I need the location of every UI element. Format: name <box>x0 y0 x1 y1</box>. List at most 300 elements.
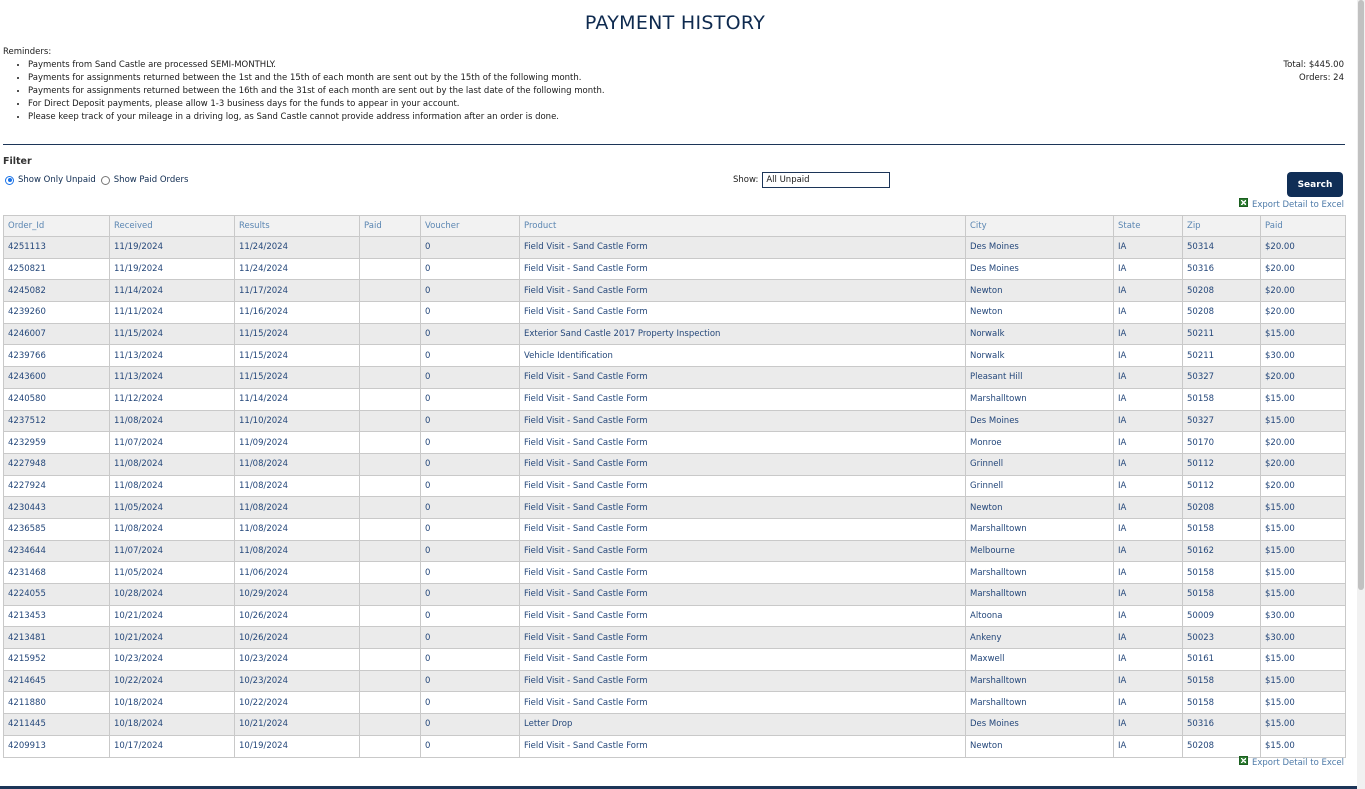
order-id-cell[interactable]: 4232959 <box>4 432 110 454</box>
received-cell: 11/08/2024 <box>110 453 235 475</box>
received-cell: 11/14/2024 <box>110 280 235 302</box>
state-cell: IA <box>1114 432 1183 454</box>
paid-amount-cell: $15.00 <box>1261 518 1346 540</box>
table-row[interactable] <box>4 692 1346 714</box>
table-row[interactable] <box>4 410 1346 432</box>
city-cell: Des Moines <box>966 410 1114 432</box>
table-row[interactable] <box>4 280 1346 302</box>
voucher-cell: 0 <box>421 323 520 345</box>
voucher-cell: 0 <box>421 714 520 736</box>
table-row[interactable] <box>4 237 1346 259</box>
paid-flag-cell <box>360 237 421 259</box>
zip-cell: 50208 <box>1183 280 1261 302</box>
state-cell: IA <box>1114 497 1183 519</box>
city-cell: Newton <box>966 735 1114 757</box>
voucher-cell: 0 <box>421 410 520 432</box>
zip-cell: 50208 <box>1183 735 1261 757</box>
zip-cell: 50158 <box>1183 388 1261 410</box>
zip-cell: 50112 <box>1183 453 1261 475</box>
voucher-cell: 0 <box>421 432 520 454</box>
city-cell: Pleasant Hill <box>966 367 1114 389</box>
results-cell: 10/26/2024 <box>235 627 360 649</box>
paid-flag-cell <box>360 540 421 562</box>
table-row[interactable] <box>4 302 1346 324</box>
state-cell: IA <box>1114 258 1183 280</box>
city-cell: Marshalltown <box>966 388 1114 410</box>
paid-amount-cell: $20.00 <box>1261 367 1346 389</box>
results-cell: 10/26/2024 <box>235 605 360 627</box>
received-cell: 11/08/2024 <box>110 475 235 497</box>
product-cell: Letter Drop <box>520 714 966 736</box>
col-product[interactable]: Product <box>520 216 966 237</box>
results-cell: 11/24/2024 <box>235 237 360 259</box>
product-cell: Field Visit - Sand Castle Form <box>520 453 966 475</box>
received-cell: 11/13/2024 <box>110 367 235 389</box>
state-cell: IA <box>1114 237 1183 259</box>
paid-flag-cell <box>360 388 421 410</box>
paid-flag-cell <box>360 280 421 302</box>
zip-cell: 50112 <box>1183 475 1261 497</box>
state-cell: IA <box>1114 345 1183 367</box>
results-cell: 11/17/2024 <box>235 280 360 302</box>
results-cell: 11/06/2024 <box>235 562 360 584</box>
order-id-cell[interactable]: 4227948 <box>4 453 110 475</box>
city-cell: Newton <box>966 497 1114 519</box>
paid-amount-cell: $15.00 <box>1261 410 1346 432</box>
col-received[interactable]: Received <box>110 216 235 237</box>
zip-cell: 50211 <box>1183 345 1261 367</box>
product-cell: Field Visit - Sand Castle Form <box>520 237 966 259</box>
results-cell: 10/22/2024 <box>235 692 360 714</box>
paid-amount-cell: $20.00 <box>1261 280 1346 302</box>
order-id-cell[interactable]: 4213481 <box>4 627 110 649</box>
zip-cell: 50158 <box>1183 670 1261 692</box>
table-row[interactable] <box>4 670 1346 692</box>
voucher-cell: 0 <box>421 497 520 519</box>
table-row[interactable] <box>4 345 1346 367</box>
received-cell: 10/21/2024 <box>110 627 235 649</box>
voucher-cell: 0 <box>421 302 520 324</box>
paid-amount-cell: $20.00 <box>1261 453 1346 475</box>
section-divider <box>3 144 1345 145</box>
state-cell: IA <box>1114 367 1183 389</box>
table-header-row <box>4 216 1346 237</box>
received-cell: 11/19/2024 <box>110 258 235 280</box>
search-button[interactable]: Search <box>1287 172 1343 197</box>
voucher-cell: 0 <box>421 345 520 367</box>
zip-cell: 50208 <box>1183 302 1261 324</box>
table-row[interactable] <box>4 627 1346 649</box>
table-row[interactable] <box>4 475 1346 497</box>
received-cell: 10/17/2024 <box>110 735 235 757</box>
voucher-cell: 0 <box>421 280 520 302</box>
show-unpaid-radio[interactable] <box>5 176 14 185</box>
paid-flag-cell <box>360 302 421 324</box>
results-cell: 11/15/2024 <box>235 323 360 345</box>
export-excel-link-bottom[interactable] <box>1239 758 1344 768</box>
voucher-cell: 0 <box>421 692 520 714</box>
received-cell: 11/13/2024 <box>110 345 235 367</box>
zip-cell: 50023 <box>1183 627 1261 649</box>
results-cell: 10/29/2024 <box>235 584 360 606</box>
col-zip[interactable]: Zip <box>1183 216 1261 237</box>
state-cell: IA <box>1114 692 1183 714</box>
order-id-cell[interactable]: 4245082 <box>4 280 110 302</box>
table-row[interactable] <box>4 518 1346 540</box>
state-cell: IA <box>1114 518 1183 540</box>
state-cell: IA <box>1114 735 1183 757</box>
vertical-scrollbar[interactable] <box>1357 0 1365 789</box>
results-cell: 11/10/2024 <box>235 410 360 432</box>
paid-flag-cell <box>360 649 421 671</box>
paid-amount-cell: $15.00 <box>1261 584 1346 606</box>
results-cell: 10/23/2024 <box>235 670 360 692</box>
results-cell: 11/08/2024 <box>235 475 360 497</box>
excel-icon <box>1239 756 1248 765</box>
paid-flag-cell <box>360 627 421 649</box>
paid-amount-cell: $15.00 <box>1261 670 1346 692</box>
city-cell: Marshalltown <box>966 518 1114 540</box>
reminder-item: • For Direct Deposit payments, please allow 1-3 business days for the funds to appear in your account. <box>28 98 605 111</box>
state-cell: IA <box>1114 323 1183 345</box>
export-excel-link-top[interactable] <box>1239 200 1344 210</box>
paid-flag-cell <box>360 714 421 736</box>
order-id-cell[interactable]: 4240580 <box>4 388 110 410</box>
col-city[interactable]: City <box>966 216 1114 237</box>
reminder-item: • Payments for assignments returned between the 1st and the 15th of each month are sent out by the 15th of the following month. <box>28 72 605 85</box>
state-cell: IA <box>1114 280 1183 302</box>
results-cell: 11/15/2024 <box>235 345 360 367</box>
city-cell: Newton <box>966 302 1114 324</box>
page-title: PAYMENT HISTORY <box>584 12 766 34</box>
results-cell: 11/09/2024 <box>235 432 360 454</box>
product-cell: Field Visit - Sand Castle Form <box>520 410 966 432</box>
voucher-cell: 0 <box>421 518 520 540</box>
product-cell: Field Visit - Sand Castle Form <box>520 475 966 497</box>
zip-cell: 50158 <box>1183 584 1261 606</box>
product-cell: Field Visit - Sand Castle Form <box>520 388 966 410</box>
received-cell: 11/15/2024 <box>110 323 235 345</box>
product-cell: Field Visit - Sand Castle Form <box>520 627 966 649</box>
paid-flag-cell <box>360 345 421 367</box>
reminder-item: • Payments from Sand Castle are processed SEMI-MONTHLY. <box>28 59 605 72</box>
city-cell: Monroe <box>966 432 1114 454</box>
show-paid-label[interactable]: Show Paid Orders <box>113 175 189 185</box>
product-cell: Field Visit - Sand Castle Form <box>520 497 966 519</box>
city-cell: Grinnell <box>966 453 1114 475</box>
voucher-cell: 0 <box>421 367 520 389</box>
product-cell: Field Visit - Sand Castle Form <box>520 280 966 302</box>
table-row[interactable] <box>4 540 1346 562</box>
state-cell: IA <box>1114 475 1183 497</box>
paid-amount-cell: $20.00 <box>1261 432 1346 454</box>
order-id-cell[interactable]: 4237512 <box>4 410 110 432</box>
product-cell: Field Visit - Sand Castle Form <box>520 649 966 671</box>
product-cell: Field Visit - Sand Castle Form <box>520 562 966 584</box>
city-cell: Grinnell <box>966 475 1114 497</box>
order-id-cell[interactable]: 4211880 <box>4 692 110 714</box>
order-id-cell[interactable]: 4230443 <box>4 497 110 519</box>
voucher-cell: 0 <box>421 475 520 497</box>
state-cell: IA <box>1114 605 1183 627</box>
show-paid-radio[interactable] <box>101 176 110 185</box>
received-cell: 10/28/2024 <box>110 584 235 606</box>
order-id-cell[interactable]: 4224055 <box>4 584 110 606</box>
paid-amount-cell: $15.00 <box>1261 735 1346 757</box>
order-id-cell[interactable]: 4213453 <box>4 605 110 627</box>
received-cell: 11/08/2024 <box>110 410 235 432</box>
results-cell: 10/23/2024 <box>235 649 360 671</box>
table-row[interactable] <box>4 323 1346 345</box>
state-cell: IA <box>1114 540 1183 562</box>
paid-amount-cell: $15.00 <box>1261 649 1346 671</box>
reminders <box>3 46 605 124</box>
table-row[interactable] <box>4 562 1346 584</box>
city-cell: Norwalk <box>966 323 1114 345</box>
received-cell: 10/18/2024 <box>110 692 235 714</box>
received-cell: 11/19/2024 <box>110 237 235 259</box>
product-cell: Vehicle Identification <box>520 345 966 367</box>
city-cell: Des Moines <box>966 237 1114 259</box>
reminder-item: • Payments for assignments returned between the 16th and the 31st of each month are sent out by the last date of the following month. <box>28 85 605 98</box>
col-order-id[interactable]: Order_Id <box>4 216 110 237</box>
reminders-heading: Reminders: <box>3 47 52 57</box>
product-cell: Field Visit - Sand Castle Form <box>520 540 966 562</box>
voucher-cell: 0 <box>421 627 520 649</box>
table-row[interactable] <box>4 367 1346 389</box>
table-row[interactable] <box>4 649 1346 671</box>
order-id-cell[interactable]: 4234644 <box>4 540 110 562</box>
order-id-cell[interactable]: 4236585 <box>4 518 110 540</box>
voucher-cell: 0 <box>421 584 520 606</box>
received-cell: 11/05/2024 <box>110 562 235 584</box>
state-cell: IA <box>1114 714 1183 736</box>
table-body <box>4 237 1346 758</box>
table-row[interactable] <box>4 453 1346 475</box>
received-cell: 10/21/2024 <box>110 605 235 627</box>
zip-cell: 50316 <box>1183 258 1261 280</box>
paid-flag-cell <box>360 670 421 692</box>
city-cell: Melbourne <box>966 540 1114 562</box>
results-cell: 11/08/2024 <box>235 540 360 562</box>
table-row[interactable] <box>4 605 1346 627</box>
show-unpaid-label[interactable]: Show Only Unpaid <box>18 175 96 185</box>
col-voucher[interactable]: Voucher <box>421 216 520 237</box>
total-amount: Total: $445.00 <box>1283 60 1344 70</box>
zip-cell: 50316 <box>1183 714 1261 736</box>
order-id-cell[interactable]: 4227924 <box>4 475 110 497</box>
col-results[interactable]: Results <box>235 216 360 237</box>
order-id-cell[interactable]: 4214645 <box>4 670 110 692</box>
paid-flag-cell <box>360 692 421 714</box>
totals <box>1283 59 1344 85</box>
col-paid-flag[interactable]: Paid <box>360 216 421 237</box>
table-row[interactable] <box>4 584 1346 606</box>
city-cell: Marshalltown <box>966 670 1114 692</box>
received-cell: 11/05/2024 <box>110 497 235 519</box>
received-cell: 11/12/2024 <box>110 388 235 410</box>
product-cell: Field Visit - Sand Castle Form <box>520 302 966 324</box>
zip-cell: 50158 <box>1183 518 1261 540</box>
paid-amount-cell: $20.00 <box>1261 302 1346 324</box>
voucher-cell: 0 <box>421 562 520 584</box>
paid-amount-cell: $15.00 <box>1261 714 1346 736</box>
filter-options <box>5 175 193 185</box>
received-cell: 10/23/2024 <box>110 649 235 671</box>
voucher-cell: 0 <box>421 605 520 627</box>
paid-flag-cell <box>360 497 421 519</box>
table-row[interactable] <box>4 497 1346 519</box>
order-id-cell[interactable]: 4243600 <box>4 367 110 389</box>
zip-cell: 50162 <box>1183 540 1261 562</box>
show-filter <box>733 172 890 188</box>
received-cell: 11/08/2024 <box>110 518 235 540</box>
filter-label: Filter <box>3 156 32 167</box>
paid-amount-cell: $15.00 <box>1261 692 1346 714</box>
zip-cell: 50211 <box>1183 323 1261 345</box>
table-row[interactable] <box>4 258 1346 280</box>
voucher-cell: 0 <box>421 735 520 757</box>
table-row[interactable] <box>4 714 1346 736</box>
state-cell: IA <box>1114 388 1183 410</box>
order-id-cell[interactable]: 4239260 <box>4 302 110 324</box>
paid-flag-cell <box>360 432 421 454</box>
zip-cell: 50327 <box>1183 410 1261 432</box>
payment-table <box>3 215 1346 758</box>
order-id-cell[interactable]: 4231468 <box>4 562 110 584</box>
results-cell: 10/19/2024 <box>235 735 360 757</box>
city-cell: Norwalk <box>966 345 1114 367</box>
zip-cell: 50158 <box>1183 692 1261 714</box>
state-cell: IA <box>1114 562 1183 584</box>
order-id-cell[interactable]: 4215952 <box>4 649 110 671</box>
product-cell: Field Visit - Sand Castle Form <box>520 432 966 454</box>
paid-amount-cell: $20.00 <box>1261 237 1346 259</box>
paid-amount-cell: $15.00 <box>1261 540 1346 562</box>
voucher-cell: 0 <box>421 540 520 562</box>
voucher-cell: 0 <box>421 388 520 410</box>
voucher-cell: 0 <box>421 649 520 671</box>
received-cell: 11/07/2024 <box>110 540 235 562</box>
city-cell: Newton <box>966 280 1114 302</box>
paid-flag-cell <box>360 584 421 606</box>
paid-amount-cell: $20.00 <box>1261 258 1346 280</box>
paid-amount-cell: $20.00 <box>1261 475 1346 497</box>
export-excel-label[interactable]: Export Detail to Excel <box>1251 200 1344 210</box>
order-id-cell[interactable]: 4251113 <box>4 237 110 259</box>
paid-flag-cell <box>360 475 421 497</box>
col-paid-amount[interactable]: Paid <box>1261 216 1346 237</box>
paid-amount-cell: $30.00 <box>1261 605 1346 627</box>
city-cell: Maxwell <box>966 649 1114 671</box>
zip-cell: 50161 <box>1183 649 1261 671</box>
received-cell: 11/11/2024 <box>110 302 235 324</box>
table-row[interactable] <box>4 388 1346 410</box>
results-cell: 11/15/2024 <box>235 367 360 389</box>
paid-flag-cell <box>360 258 421 280</box>
city-cell: Des Moines <box>966 714 1114 736</box>
results-cell: 11/24/2024 <box>235 258 360 280</box>
paid-amount-cell: $15.00 <box>1261 497 1346 519</box>
state-cell: IA <box>1114 670 1183 692</box>
paid-flag-cell <box>360 605 421 627</box>
zip-cell: 50327 <box>1183 367 1261 389</box>
reminders-list <box>3 59 605 124</box>
zip-cell: 50009 <box>1183 605 1261 627</box>
paid-amount-cell: $15.00 <box>1261 323 1346 345</box>
order-id-cell[interactable]: 4209913 <box>4 735 110 757</box>
state-cell: IA <box>1114 453 1183 475</box>
orders-count: Orders: 24 <box>1299 73 1344 83</box>
show-label: Show: <box>733 175 759 185</box>
voucher-cell: 0 <box>421 670 520 692</box>
state-cell: IA <box>1114 410 1183 432</box>
paid-flag-cell <box>360 323 421 345</box>
paid-flag-cell <box>360 410 421 432</box>
export-excel-label[interactable]: Export Detail to Excel <box>1251 758 1344 768</box>
state-cell: IA <box>1114 649 1183 671</box>
paid-amount-cell: $30.00 <box>1261 627 1346 649</box>
excel-icon <box>1239 198 1248 207</box>
paid-amount-cell: $30.00 <box>1261 345 1346 367</box>
state-cell: IA <box>1114 302 1183 324</box>
col-state[interactable]: State <box>1114 216 1183 237</box>
order-id-cell[interactable]: 4239766 <box>4 345 110 367</box>
order-id-cell[interactable]: 4250821 <box>4 258 110 280</box>
product-cell: Field Visit - Sand Castle Form <box>520 584 966 606</box>
results-cell: 11/14/2024 <box>235 388 360 410</box>
city-cell: Marshalltown <box>966 584 1114 606</box>
results-cell: 11/08/2024 <box>235 497 360 519</box>
results-cell: 11/08/2024 <box>235 453 360 475</box>
table-row[interactable] <box>4 735 1346 757</box>
order-id-cell[interactable]: 4246007 <box>4 323 110 345</box>
order-id-cell[interactable]: 4211445 <box>4 714 110 736</box>
show-input[interactable] <box>762 172 890 188</box>
product-cell: Field Visit - Sand Castle Form <box>520 692 966 714</box>
scrollbar-thumb[interactable] <box>1358 0 1364 590</box>
received-cell: 10/22/2024 <box>110 670 235 692</box>
product-cell: Field Visit - Sand Castle Form <box>520 735 966 757</box>
results-cell: 11/08/2024 <box>235 518 360 540</box>
zip-cell: 50158 <box>1183 562 1261 584</box>
state-cell: IA <box>1114 584 1183 606</box>
paid-flag-cell <box>360 518 421 540</box>
city-cell: Altoona <box>966 605 1114 627</box>
city-cell: Marshalltown <box>966 562 1114 584</box>
paid-amount-cell: $15.00 <box>1261 388 1346 410</box>
product-cell: Field Visit - Sand Castle Form <box>520 670 966 692</box>
product-cell: Field Visit - Sand Castle Form <box>520 605 966 627</box>
product-cell: Field Visit - Sand Castle Form <box>520 258 966 280</box>
table-row[interactable] <box>4 432 1346 454</box>
paid-amount-cell: $15.00 <box>1261 562 1346 584</box>
paid-flag-cell <box>360 562 421 584</box>
voucher-cell: 0 <box>421 453 520 475</box>
city-cell: Marshalltown <box>966 692 1114 714</box>
zip-cell: 50170 <box>1183 432 1261 454</box>
results-cell: 10/21/2024 <box>235 714 360 736</box>
product-cell: Exterior Sand Castle 2017 Property Inspection <box>520 323 966 345</box>
results-cell: 11/16/2024 <box>235 302 360 324</box>
paid-flag-cell <box>360 367 421 389</box>
paid-flag-cell <box>360 735 421 757</box>
paid-flag-cell <box>360 453 421 475</box>
received-cell: 10/18/2024 <box>110 714 235 736</box>
product-cell: Field Visit - Sand Castle Form <box>520 367 966 389</box>
zip-cell: 50314 <box>1183 237 1261 259</box>
voucher-cell: 0 <box>421 258 520 280</box>
